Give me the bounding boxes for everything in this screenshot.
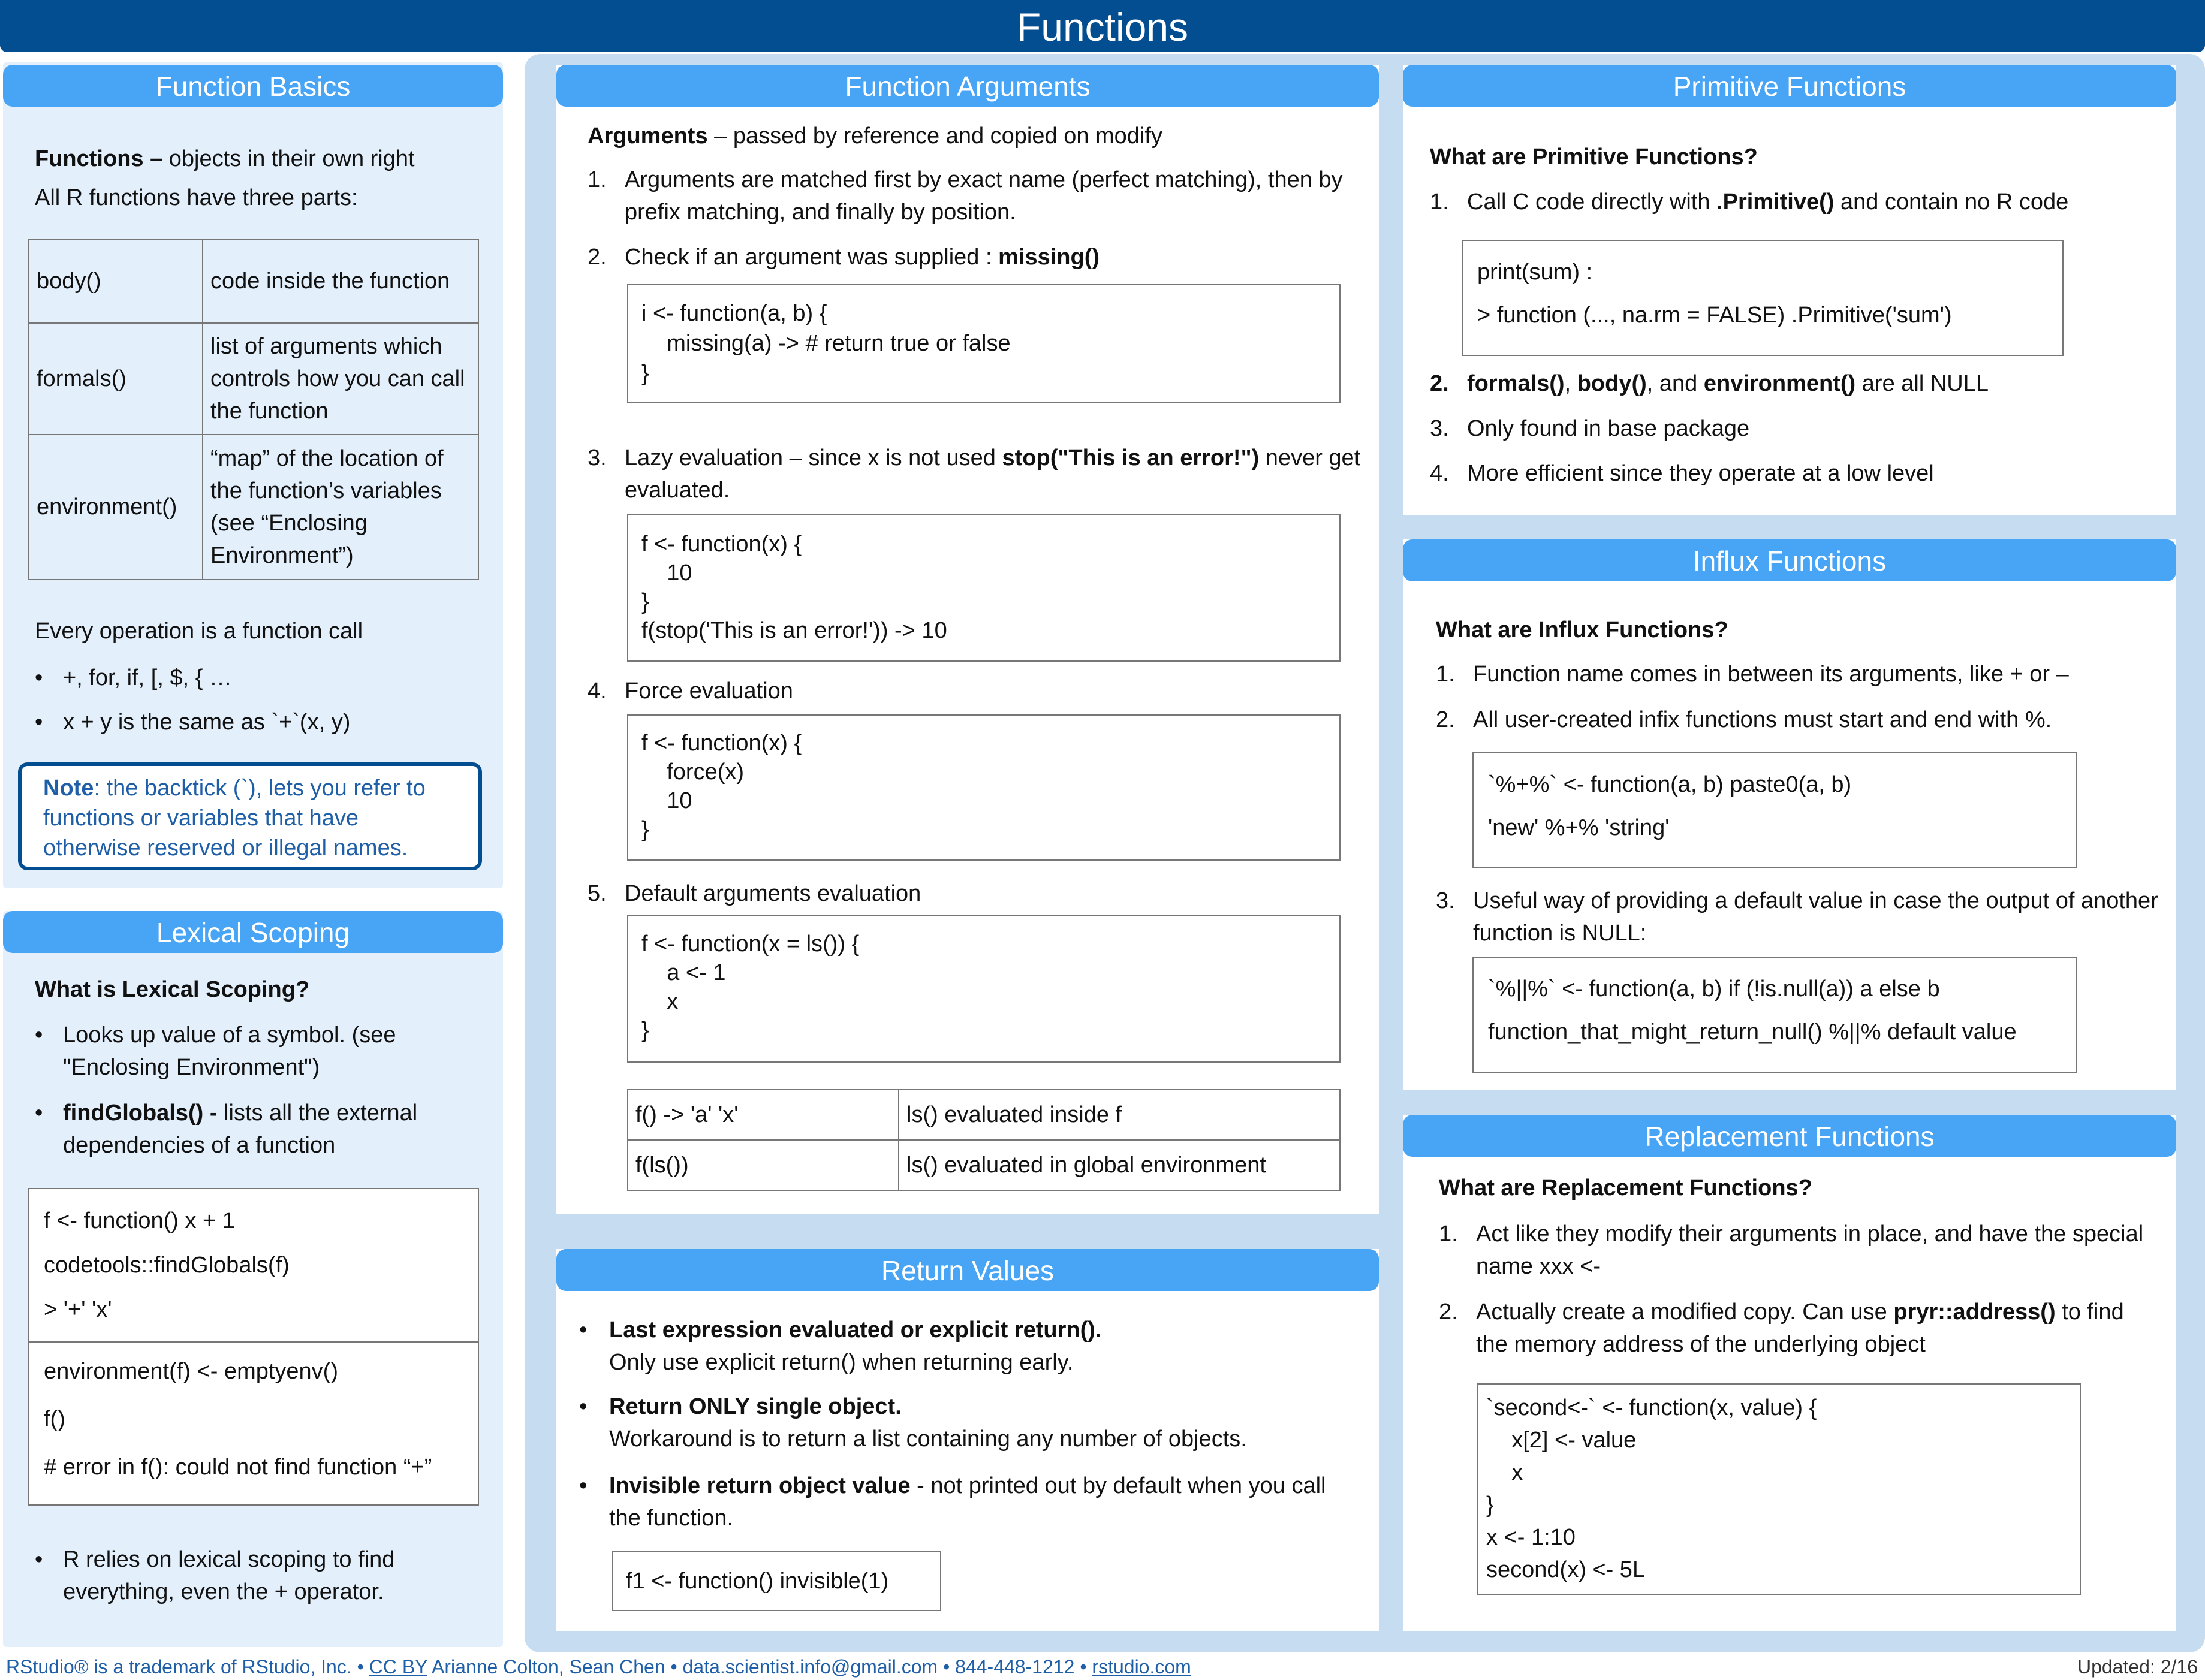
code-line: `%||%` <- function(a, b) if (!is.null(a)) a else b <box>1488 976 1940 1002</box>
footer-phone: • 844-448-1212 • <box>938 1656 1092 1678</box>
backtick-note: Note: the backtick (`), lets you refer to functions or variables that have otherwise reserved or illegal names. <box>18 762 482 870</box>
table-row <box>628 1140 1340 1190</box>
lexical-bullet-2: findGlobals() - lists all the external dependencies of a function <box>63 1100 418 1158</box>
find-globals-code <box>28 1188 479 1506</box>
invisible-code: f1 <- function() invisible(1) <box>612 1551 941 1611</box>
primitive-functions-header: Primitive Functions <box>1403 65 2176 107</box>
desc-cell: ls() evaluated in global environment <box>899 1140 1340 1190</box>
list-number: 3. <box>588 445 607 470</box>
function-parts-table <box>28 239 479 580</box>
footer-authors: Arianne Colton, Sean Chen • <box>427 1656 683 1678</box>
replacement-item-1: Act like they modify their arguments in place, and have the special name xxx <- <box>1476 1221 2144 1279</box>
list-number: 2. <box>1439 1299 1458 1325</box>
replacement-code: `second<-` <- function(x, value) { x[2] <- value x } x <- 1:10 second(x) <- 5L <box>1477 1383 2081 1595</box>
force-eval-code: f <- function(x) { force(x) 10 } <box>627 714 1341 861</box>
lazy-eval-code: f <- function(x) { 10 } f(stop('This is an error!')) -> 10 <box>627 514 1341 662</box>
list-number: 2. <box>1430 371 1449 396</box>
infix-code-1 <box>1472 752 2077 868</box>
bullet-icon: • <box>579 1394 588 1419</box>
list-number: 5. <box>588 881 607 906</box>
lexical-question: What is Lexical Scoping? <box>35 977 310 1002</box>
influx-question: What are Influx Functions? <box>1436 617 1728 643</box>
influx-item-3: Useful way of providing a default value in case the output of another function is NULL: <box>1473 888 2158 946</box>
return-values-header: Return Values <box>556 1249 1379 1291</box>
call-cell: f() -> 'a' 'x' <box>628 1090 899 1140</box>
list-number: 1. <box>1436 662 1455 687</box>
bullet-icon: • <box>35 665 43 690</box>
desc-cell: ls() evaluated inside f <box>899 1090 1340 1140</box>
footer <box>0 1654 2205 1680</box>
code-line: > function (..., na.rm = FALSE) .Primitive('sum') <box>1477 303 1952 328</box>
code-line: 'new' %+% 'string' <box>1488 815 1670 840</box>
part-name: formals() <box>29 323 203 435</box>
updated-date: Updated: 2/16 <box>2077 1656 2198 1678</box>
code-line: print(sum) : <box>1477 260 1593 285</box>
lexical-bullet-1: Looks up value of a symbol. (see "Enclosing Environment") <box>63 1023 396 1080</box>
part-desc: code inside the function <box>203 239 478 323</box>
list-number: 1. <box>1430 189 1449 215</box>
page-title: Functions <box>0 0 2205 52</box>
basics-op-line: Every operation is a function call <box>35 619 363 644</box>
default-args-code: f <- function(x = ls()) { a <- 1 x } <box>627 915 1341 1063</box>
list-number: 3. <box>1436 888 1455 913</box>
missing-code: i <- function(a, b) { missing(a) -> # return true or false } <box>627 284 1341 403</box>
arg-item-5: Default arguments evaluation <box>625 881 921 906</box>
arg-item-4: Force evaluation <box>625 678 793 704</box>
basics-intro: Functions – objects in their own right <box>35 146 415 171</box>
list-number: 1. <box>1439 1221 1458 1247</box>
list-number: 2. <box>588 245 607 270</box>
code-divider <box>29 1341 478 1343</box>
table-row <box>29 435 478 580</box>
code-line: `%+%` <- function(a, b) paste0(a, b) <box>1488 772 1852 797</box>
basics-parts-line: All R functions have three parts: <box>35 185 358 210</box>
bullet-icon: • <box>35 710 43 735</box>
bullet-icon: • <box>579 1473 588 1498</box>
infix-code-2 <box>1472 957 2077 1073</box>
replacement-functions-header: Replacement Functions <box>1403 1115 2176 1157</box>
bullet-icon: • <box>35 1547 43 1572</box>
code-line: f() <box>44 1407 65 1432</box>
part-desc: list of arguments which controls how you can call the function <box>203 323 478 435</box>
part-name: body() <box>29 239 203 323</box>
footer-trademark: RStudio® is a trademark of RStudio, Inc. • <box>6 1656 369 1678</box>
arg-item-3: Lazy evaluation – since x is not used stop("This is an error!") never get evaluated. <box>625 445 1361 503</box>
footer-email[interactable]: data.scientist.info@gmail.com <box>682 1656 938 1678</box>
replacement-question: What are Replacement Functions? <box>1439 1175 1812 1201</box>
part-name: environment() <box>29 435 203 580</box>
table-row <box>29 239 478 323</box>
table-row <box>628 1090 1340 1140</box>
call-cell: f(ls()) <box>628 1140 899 1190</box>
list-number: 4. <box>588 678 607 704</box>
code-line: function_that_might_return_null() %||% default value <box>1488 1020 2017 1045</box>
function-basics-header: Function Basics <box>3 65 503 107</box>
lexical-scoping-header: Lexical Scoping <box>3 911 503 953</box>
arguments-intro: Arguments – passed by reference and copied on modify <box>588 123 1162 149</box>
code-line: > '+' 'x' <box>44 1297 112 1322</box>
bullet-icon: • <box>35 1023 43 1048</box>
list-number: 1. <box>588 167 607 192</box>
function-arguments-header: Function Arguments <box>556 65 1379 107</box>
part-desc: “map” of the location of the function’s variables (see “Enclosing Environment”) <box>203 435 478 580</box>
list-number: 4. <box>1430 461 1449 486</box>
code-line: codetools::findGlobals(f) <box>44 1253 290 1278</box>
default-args-table <box>627 1089 1341 1191</box>
influx-item-2: All user-created infix functions must start and end with %. <box>1473 707 2052 732</box>
arg-item-2: Check if an argument was supplied : missing() <box>625 245 1100 270</box>
code-line: f <- function() x + 1 <box>44 1208 235 1233</box>
influx-functions-header: Influx Functions <box>1403 539 2176 581</box>
primitive-item-3: Only found in base package <box>1467 416 1750 441</box>
basics-bullet-1: +, for, if, [, $, { … <box>63 665 232 690</box>
bullet-icon: • <box>579 1317 588 1343</box>
return-item-2: Return ONLY single object. Workaround is to return a list containing any number of objects. <box>609 1394 1247 1452</box>
arg-item-1: Arguments are matched first by exact name (perfect matching), then by prefix matching, and finally by position. <box>625 167 1343 225</box>
basics-bullet-2: x + y is the same as `+`(x, y) <box>63 710 351 735</box>
primitive-item-1: Call C code directly with .Primitive() and contain no R code <box>1467 189 2069 215</box>
primitive-item-2: formals(), body(), and environment() are all NULL <box>1467 371 1989 396</box>
license-link[interactable]: CC BY <box>369 1656 427 1678</box>
primitive-code <box>1462 240 2064 356</box>
list-number: 2. <box>1436 707 1455 732</box>
list-number: 3. <box>1430 416 1449 441</box>
primitive-item-4: More efficient since they operate at a low level <box>1467 461 1934 486</box>
lexical-bullet-3: R relies on lexical scoping to find everything, even the + operator. <box>63 1547 395 1604</box>
bullet-icon: • <box>35 1100 43 1126</box>
replacement-item-2: Actually create a modified copy. Can use pryr::address() to find the memory address of the underlying object <box>1476 1299 2124 1357</box>
return-item-3: Invisible return object value - not printed out by default when you call the function. <box>609 1473 1326 1531</box>
return-item-1: Last expression evaluated or explicit return(). Only use explicit return() when returning early. <box>609 1317 1102 1375</box>
code-line: environment(f) <- emptyenv() <box>44 1359 338 1384</box>
table-row <box>29 323 478 435</box>
code-line: # error in f(): could not find function “+” <box>44 1455 432 1480</box>
influx-item-1: Function name comes in between its arguments, like + or – <box>1473 662 2069 687</box>
primitive-question: What are Primitive Functions? <box>1430 144 1758 170</box>
website-link[interactable]: rstudio.com <box>1092 1656 1191 1678</box>
